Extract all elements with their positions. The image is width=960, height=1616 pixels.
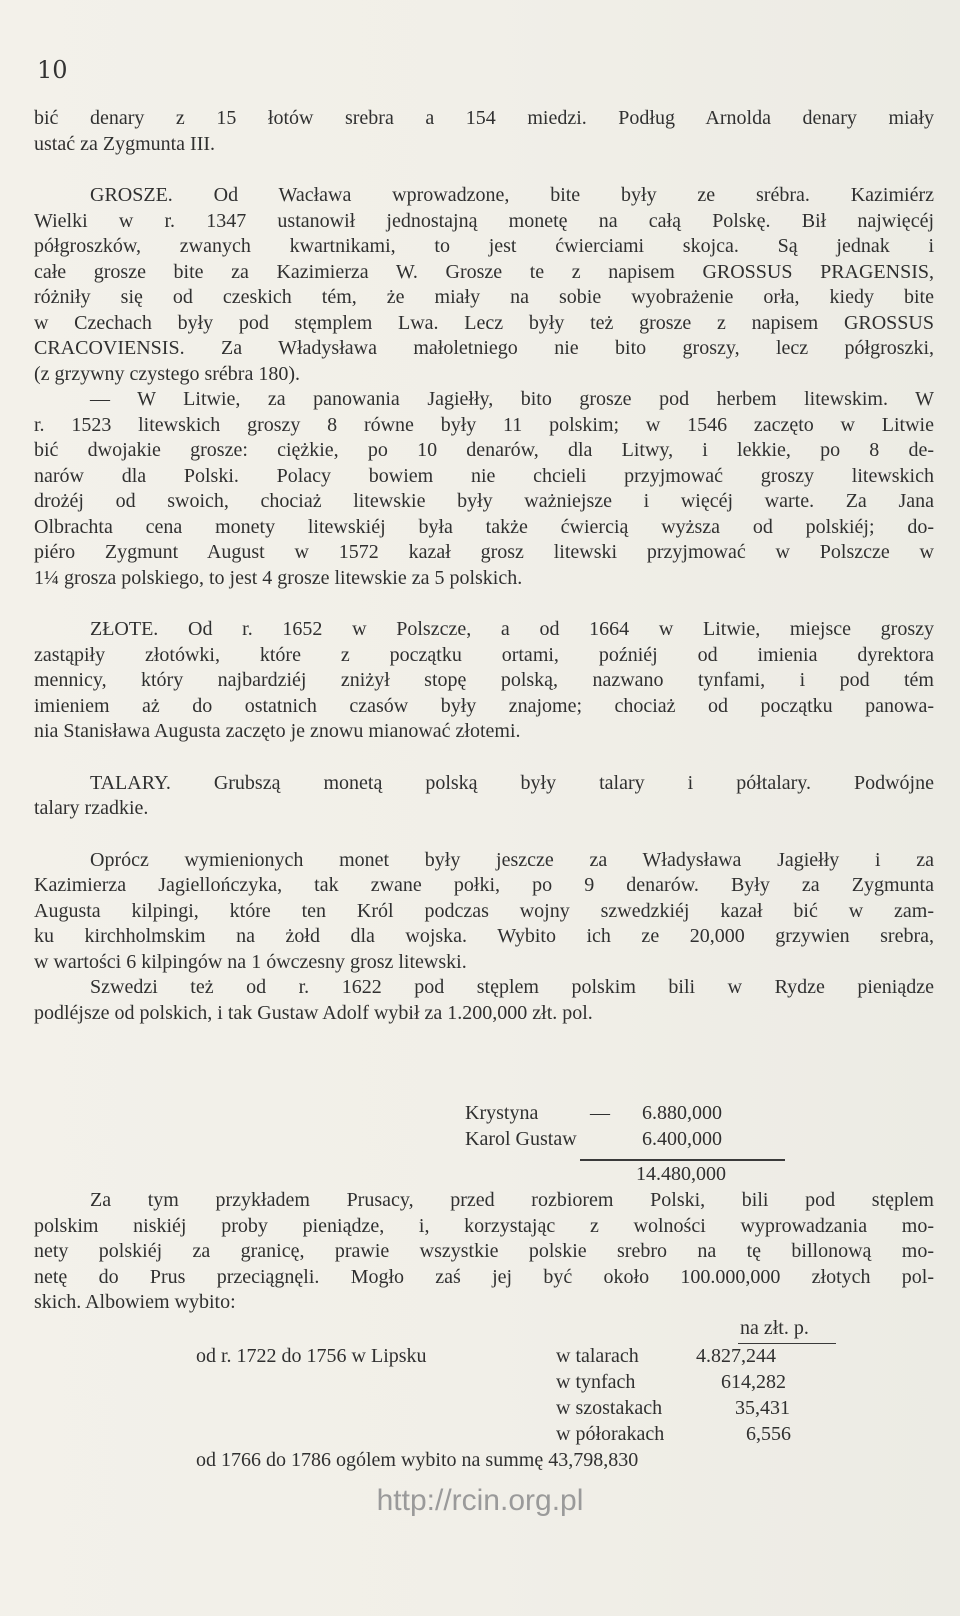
watermark: http://rcin.org.pl [376,1484,584,1517]
sum-row-2-value: 6.400,000 [642,1128,722,1150]
text-line: nia Stanisława Augusta zaczęto je znowu mianować złotemi. [34,720,521,742]
mint-row-4-value: 6,556 [746,1423,791,1445]
text-line: Kazimierza Jagiellończyka, tak zwane połki, po 9 denarów. Były za Zygmunta [34,874,934,896]
text-line: półgroszków, zwanych kwartnikami, to jest ćwierciami skojca. Są jednak i [34,235,934,257]
mint-row-2-value: 614,282 [721,1371,786,1393]
mint-final-line: od 1766 do 1786 ogólem wybito na summę 43,798,830 [196,1449,639,1471]
body-text-2 [34,1188,934,1316]
text-line: piéro Zygmunt August w 1572 kazał grosz litewski przyjmować w Polszcze w [34,541,934,563]
text-line: bić dwojakie grosze: ciężkie, po 10 denarów, dla Litwy, i lekkie, po 8 de- [34,439,934,461]
unit-header: na złt. p. [740,1317,809,1339]
paragraph-gap [34,591,934,617]
text-line: różniły się od czeskich tém, że miały na sobie wyobrażenie orła, kiedy bite [34,286,934,308]
paragraph-gap [34,157,934,183]
text-line: r. 1523 litewskich groszy 8 równe były 11 polskim; w 1546 zaczęto w Litwie [34,413,934,436]
text-line: 1¼ grosza polskiego, to jest 4 grosze litewskie za 5 polskich. [34,566,523,589]
text-line: (z grzywny czystego srébra 180). [34,362,301,385]
text-line: netę do Prus przeciągnęli. Mogło zaś jej być około 100.000,000 złotych pol- [34,1265,934,1288]
text-line: imieniem aż do ostatnich czasów były znajome; chociaż od początku panowa- [34,694,934,717]
mint-row-1-prefix: od r. 1722 do 1756 w Lipsku [196,1345,427,1367]
text-line: — W Litwie, za panowania Jagiełły, bito grosze pod herbem litewskim. W [90,388,934,410]
sum-rule [580,1159,785,1161]
text-line: Oprócz wymienionych monet były jeszcze za Władysława Jagiełły i za [90,848,934,871]
sum-row-2-label: Karol Gustaw [465,1128,577,1150]
sum-row-1-dash: — [590,1102,610,1124]
text-line: zastąpiły złotówki, które z początku ortami, poźniéj od imienia dyrektora [34,643,934,666]
sum-row-1-label: Krystyna [465,1102,539,1124]
mint-row-3-label: w szostakach [556,1397,663,1419]
text-line: GROSZE. Od Wacława wprowadzone, bite były ze srébra. Kazimiérz [90,184,934,206]
text-line: Augusta kilpingi, które ten Król podczas wojny szwedzkiéj kazał bić w zam- [34,899,934,922]
page-number: 10 [37,56,68,84]
sum-row-1-value: 6.880,000 [642,1102,722,1124]
text-line: mennicy, który najbardziéj zniżył stopę polską, nazwano tynfami, i pod tém [34,669,934,691]
body-text [34,106,934,1026]
text-line: ZŁOTE. Od r. 1652 w Polszcze, a od 1664 w Litwie, miejsce groszy [90,618,934,640]
text-line: talary rzadkie. [34,797,149,819]
sum-total: 14.480,000 [636,1163,726,1185]
mint-row-4-label: w półorakach [556,1423,665,1445]
text-line: nety polskiéj za granicę, prawie wszystkie polskie srebro na tę billonową mo- [34,1240,934,1262]
text-line: bić denary z 15 łotów srebra a 154 miedzi. Podług Arnolda denary miały [34,107,934,129]
text-line: narów dla Polski. Polacy bowiem nie chcieli przyjmować groszy litewskich [34,464,934,487]
mint-row-3-value: 35,431 [735,1397,790,1419]
mint-row-2-label: w tynfach [556,1371,636,1393]
text-line: skich. Albowiem wybito: [34,1291,236,1313]
text-line: ku kirchholmskim na żołd dla wojska. Wybito ich ze 20,000 grzywien srebra, [34,925,934,947]
mint-row-1-value: 4.827,244 [696,1345,776,1367]
text-line: Wielki w r. 1347 ustanowił jednostajną monetę na całą Polskę. Bił najwięcéj [34,209,934,232]
text-line: Olbrachta cena monety litewskiéj była także ćwiercią wyższa od polskiéj; do- [34,515,934,538]
text-line: w Czechach były pod stęmplem Lwa. Lecz były też grosze z napisem GROSSUS [34,311,934,334]
text-line: Szwedzi też od r. 1622 pod stęplem polskim bili w Rydze pieniądze [90,976,934,998]
text-line: TALARY. Grubszą monetą polską były talary i półtalary. Podwójne [90,771,934,794]
text-line: Za tym przykładem Prusacy, przed rozbiorem Polski, bili pod stęplem [90,1189,934,1211]
text-line: polskim niskiéj proby pieniądze, i, korzystając z wolności wyprowadzania mo- [34,1214,934,1237]
unit-rule [738,1343,836,1344]
text-line: CRACOVIENSIS. Za Władysława małoletniego nie bito groszy, lecz półgroszki, [34,337,934,359]
text-line: w wartości 6 kilpingów na 1 ówczesny grosz litewski. [34,950,467,973]
text-line: podléjsze od polskich, i tak Gustaw Adolf wybił za 1.200,000 złt. pol. [34,1001,593,1024]
text-line: drożéj od swoich, chociaż litewskie były ważniejsze i więcéj warte. Za Jana [34,490,934,512]
text-line: ustać za Zygmunta III. [34,132,216,155]
paragraph-gap [34,822,934,848]
mint-row-1-label: w talarach [556,1345,639,1367]
text-line: całe grosze bite za Kazimierza W. Grosze te z napisem GROSSUS PRAGENSIS, [34,260,934,283]
paragraph-gap [34,745,934,771]
